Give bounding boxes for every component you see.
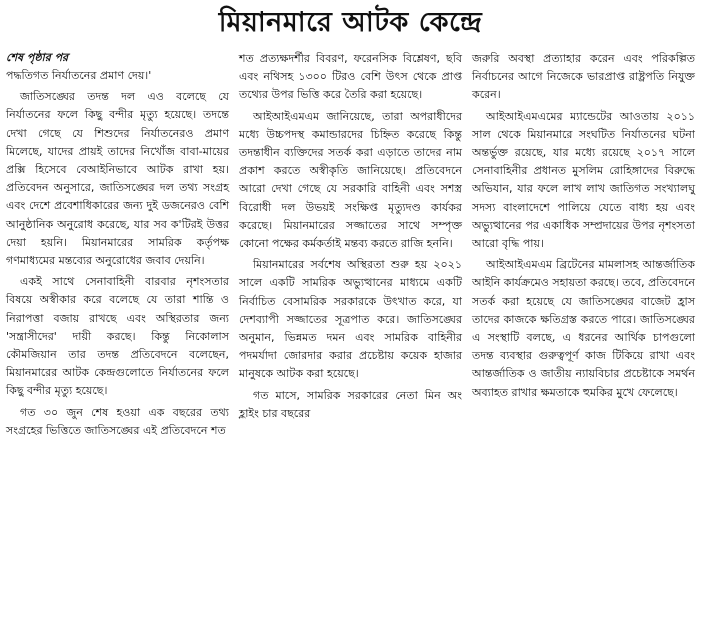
paragraph: জরুরি অবস্থা প্রত্যাহার করেন এবং পরিকল্পিত নির্বাচনের আগে নিজেকে ভারপ্রাপ্ত রাষ্ট্রপতি নিযুক্ত করেন।: [472, 52, 695, 102]
column-1: [6, 50, 229, 443]
paragraph: গত ৩০ জুন শেষ হওয়া এক বছরের তথ্য সংগ্রহের ভিত্তিতে জাতিসঙ্ঘের এই প্রতিবেদনে শত: [6, 405, 229, 437]
paragraph: আইআইএমএম জানিয়েছে, তারা অপরাধীদের মধ্যে উচ্চপদস্থ কমান্ডারদের চিহ্নিত করেছে কিন্তু তদন্তাধীন ব্যক্তিদের সতর্ক করা এড়াতে তাদের নাম প্রকাশ করতে অস্বীকৃতি জানিয়েছে। প্রতিবেদনে আরো দেখা গেছে যে সরকারি বাহিনী এবং সশস্ত্র বিরোধী দল উভয়ই সংক্ষিপ্ত মৃত্যুদণ্ড কার্যকর করেছে। মিয়ানমারের সজ্জাতের সাথে সম্পৃক্ত কোনো পক্ষের কর্মকর্তাই মন্তব্য করতে রাজি হননি।: [239, 109, 462, 251]
paragraph: আইআইএমএম ব্রিটেনের মামলাসহ আন্তর্জাতিক আইনি কার্যক্রমেও সহায়তা করছে। তবে, প্রতিবেদনে সতর্ক করা হয়েছে যে জাতিসঙ্ঘের বাজেট হ্রাস তাদের কাজকে ক্ষতিগ্রস্ত করতে পারে। জাতিসঙ্ঘের এ সংস্থাটি বলছে, এ ধরনের আর্থিক চাপগুলো তদন্ত ব্যবস্থার গুরুত্বপূর্ণ কাজ টিকিয়ে রাখা এবং আন্তর্জাতিক ও জাতীয় ন্যায়বিচার প্রচেষ্টাকে সমর্থন অব্যাহত রাখার ক্ষমতাকে হুমকির মুখে ফেলেছে।: [472, 258, 695, 399]
headline: মিয়ানমারে আটক কেন্দ্রে: [218, 6, 483, 38]
article-body: [6, 50, 695, 443]
paragraph: গত মাসে, সামরিক সরকারের নেতা মিন অং হ্লাইং চার বছরের: [239, 388, 462, 420]
column-3: [472, 50, 695, 443]
column-2: [239, 50, 462, 443]
paragraph: মিয়ানমারের সর্বশেষ অস্থিরতা শুরু হয় ২০২১ সালে একটি সামরিক অভ্যুত্থানের মাধ্যমে একটি নির্বাচিত বেসামরিক সরকারকে উৎখাত করে, যা দেশব্যাপী সজ্জাতের সূত্রপাত করে। জাতিসঙ্ঘের অনুমান, ভিন্নমত দমন এবং সামরিক বাহিনীর পদমর্যাদা জোরদার করার প্রচেষ্টায় কয়েক হাজার মানুষকে আটক করা হয়েছে।: [239, 258, 462, 381]
paragraph: শত প্রত্যক্ষদর্শীর বিবরণ, ফরেনসিক বিশ্লেষণ, ছবি এবং নথিসহ ১৩০০ টিরও বেশি উৎস থেকে প্রাপ্ত তথ্যের উপর ভিত্তি করে তৈরি করা হয়েছে।: [239, 52, 462, 102]
paragraph: জাতিসঙ্ঘের তদন্ত দল এও বলেছে যে নির্যাতনের ফলে কিছু বন্দীর মৃত্যু হয়েছে। তদন্তে দেখা গেছে যে শিশুদের নির্যাতনেরও প্রমাণ মিলেছে, যাদের প্রায়ই তাদের নিখোঁজ বাবা-মায়ের প্রক্সি হিসেবে বেআইনিভাবে আটক রাখা হয়। প্রতিবেদন অনুসারে, জাতিসঙ্ঘের দল তথ্য সংগ্রহ এবং দেশে প্রবেশাধিকারের জন্য দুই ডজনেরও বেশি আনুষ্ঠানিক অনুরোধ করেছে, যার সব ক'টিরই উত্তর দেয়া হয়নি। মিয়ানমারের সামরিক কর্তৃপক্ষ গণমাধ্যমের মন্তব্যের অনুরোধের জবাব দেয়নি।: [6, 90, 229, 268]
kicker: শেষ পৃষ্ঠার পর: [6, 51, 69, 64]
paragraph: একই সাথে সেনাবাহিনী বারবার নৃশংসতার বিষয়ে অস্বীকার করে বলেছে যে তারা শান্তি ও নিরাপত্তা বজায় রাখছে এবং অস্থিরতার জন্য 'সন্ত্রাসীদের' দায়ী করছে। কিন্তু নিকোলাস কৌমজিয়ান তার তদন্ত প্রতিবেদনে বলেছেন, মিয়ানমারের আটক কেন্দ্রগুলোতে নির্যাতনের ফলে কিছু বন্দীর মৃত্যু হয়েছে।: [6, 275, 229, 398]
paragraph: পদ্ধতিগত নির্যাতনের প্রমাণ দেয়।': [6, 69, 152, 82]
newspaper-clipping: [0, 2, 701, 637]
paragraph: আইআইএমএমের ম্যান্ডেটের আওতায় ২০১১ সাল থেকে মিয়ানমারে সংঘটিত নির্যাতনের ঘটনা অন্তর্ভুক্ত রয়েছে, যার মধ্যে রয়েছে ২০১৭ সালে সেনাবাহিনীর প্রধানত মুসলিম রোহিঙ্গাদের বিরুদ্ধে অভিযান, যার ফলে লাখ লাখ জাতিগত সংখ্যালঘু সদস্য বাংলাদেশে পালিয়ে যেতে বাধ্য হয় এবং অভ্যুত্থানের পর একাধিক সম্প্রদায়ের উপর নৃশংসতা আরো বৃদ্ধি পায়।: [472, 109, 695, 251]
